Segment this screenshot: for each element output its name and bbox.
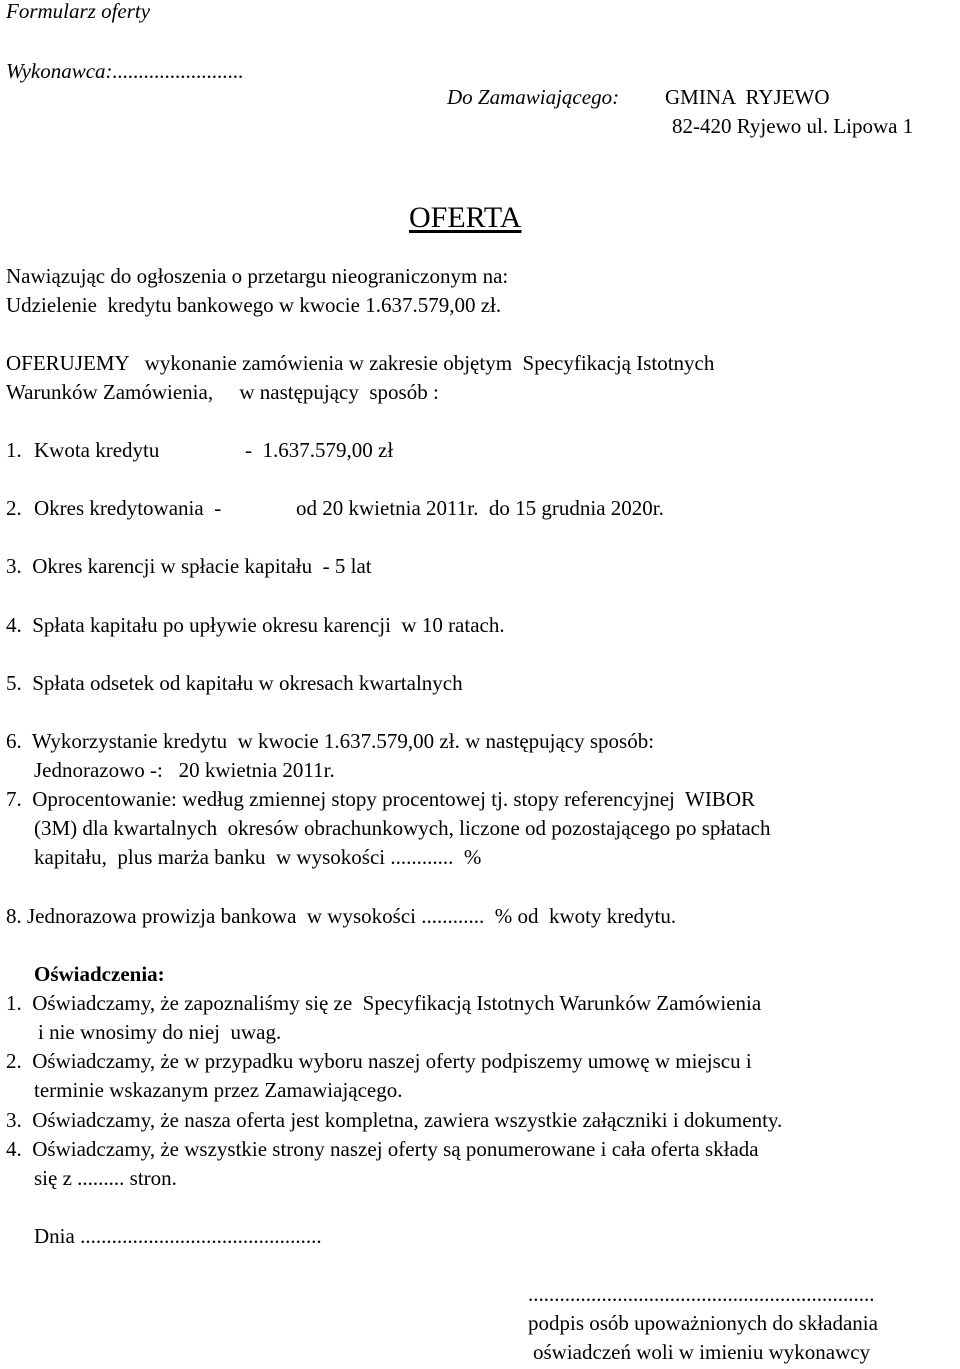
page-title: OFERTA: [409, 201, 522, 234]
term-3: 3. Okres karencji w spłacie kapitału - 5 lat: [6, 554, 372, 578]
intro-line-1: Nawiązując do ogłoszenia o przetargu nieograniczonym na:: [6, 264, 509, 288]
declaration-2-line-2: terminie wskazanym przez Zamawiającego.: [34, 1078, 403, 1102]
contractor-label-text: Wykonawca:: [6, 59, 113, 83]
declaration-4-line-2: się z ......... stron.: [34, 1166, 177, 1190]
intro-line-2: Udzielenie kredytu bankowego w kwocie 1.637.579,00 zł.: [6, 293, 502, 317]
declaration-4-line-1: 4. Oświadczamy, że wszystkie strony naszej oferty są ponumerowane i cała oferta składa: [6, 1137, 759, 1161]
term-2-value: od 20 kwietnia 2011r. do 15 grudnia 2020r.: [296, 496, 664, 520]
offer-line-2: Warunków Zamówienia, w następujący sposób :: [6, 380, 439, 404]
signature-caption-line-1: podpis osób upoważnionych do składania: [528, 1311, 878, 1335]
declaration-2-line-1: 2. Oświadczamy, że w przypadku wyboru naszej oferty podpiszemy umowę w miejscu i: [6, 1049, 752, 1073]
term-2-label: Okres kredytowania -: [34, 496, 222, 520]
recipient-label: Do Zamawiającego:: [447, 85, 620, 109]
contractor-dots: .........................: [112, 59, 244, 83]
declarations-heading: Oświadczenia:: [34, 962, 165, 986]
term-1-label: Kwota kredytu: [34, 438, 160, 462]
term-8: 8. Jednorazowa prowizja bankowa w wysokości ............ % od kwoty kredytu.: [6, 904, 677, 928]
term-7-line-2: (3M) dla kwartalnych okresów obrachunkowych, liczone od pozostającego po spłatach: [34, 816, 771, 840]
offer-keyword: OFERUJEMY: [6, 351, 129, 375]
signature-dots: ..................................................................: [528, 1282, 875, 1306]
offer-line-1-rest: wykonanie zamówienia w zakresie objętym Specyfikacją Istotnych: [144, 351, 715, 375]
term-4: 4. Spłata kapitału po upływie okresu karencji w 10 ratach.: [6, 613, 505, 637]
recipient-address: 82-420 Ryjewo ul. Lipowa 1: [672, 114, 914, 138]
offer-line-1: [6, 353, 714, 374]
term-1-value: - 1.637.579,00 zł: [245, 438, 394, 462]
term-1-num: 1.: [6, 438, 22, 462]
term-7-line-3: kapitału, plus marża banku w wysokości ............ %: [34, 845, 482, 869]
form-title: Formularz oferty: [6, 0, 151, 23]
recipient-name: GMINA RYJEWO: [665, 85, 830, 109]
signature-caption-line-2: oświadczeń woli w imieniu wykonawcy: [533, 1340, 871, 1364]
date-field: Dnia ..............................................: [34, 1224, 322, 1248]
declaration-1-line-2: i nie wnosimy do niej uwag.: [38, 1020, 282, 1044]
declaration-1-line-1: 1. Oświadczamy, że zapoznaliśmy się ze Specyfikacją Istotnych Warunków Zamówienia: [6, 991, 762, 1015]
term-5: 5. Spłata odsetek od kapitału w okresach kwartalnych: [6, 671, 463, 695]
contractor-label: [6, 61, 244, 82]
declaration-3: 3. Oświadczamy, że nasza oferta jest kompletna, zawiera wszystkie załączniki i dokumenty.: [6, 1108, 783, 1132]
term-7-line-1: 7. Oprocentowanie: według zmiennej stopy procentowej tj. stopy referencyjnej WIBOR: [6, 787, 755, 811]
term-6-line-1: 6. Wykorzystanie kredytu w kwocie 1.637.579,00 zł. w następujący sposób:: [6, 729, 655, 753]
term-6-line-2: Jednorazowo -: 20 kwietnia 2011r.: [34, 758, 335, 782]
term-2-num: 2.: [6, 496, 22, 520]
